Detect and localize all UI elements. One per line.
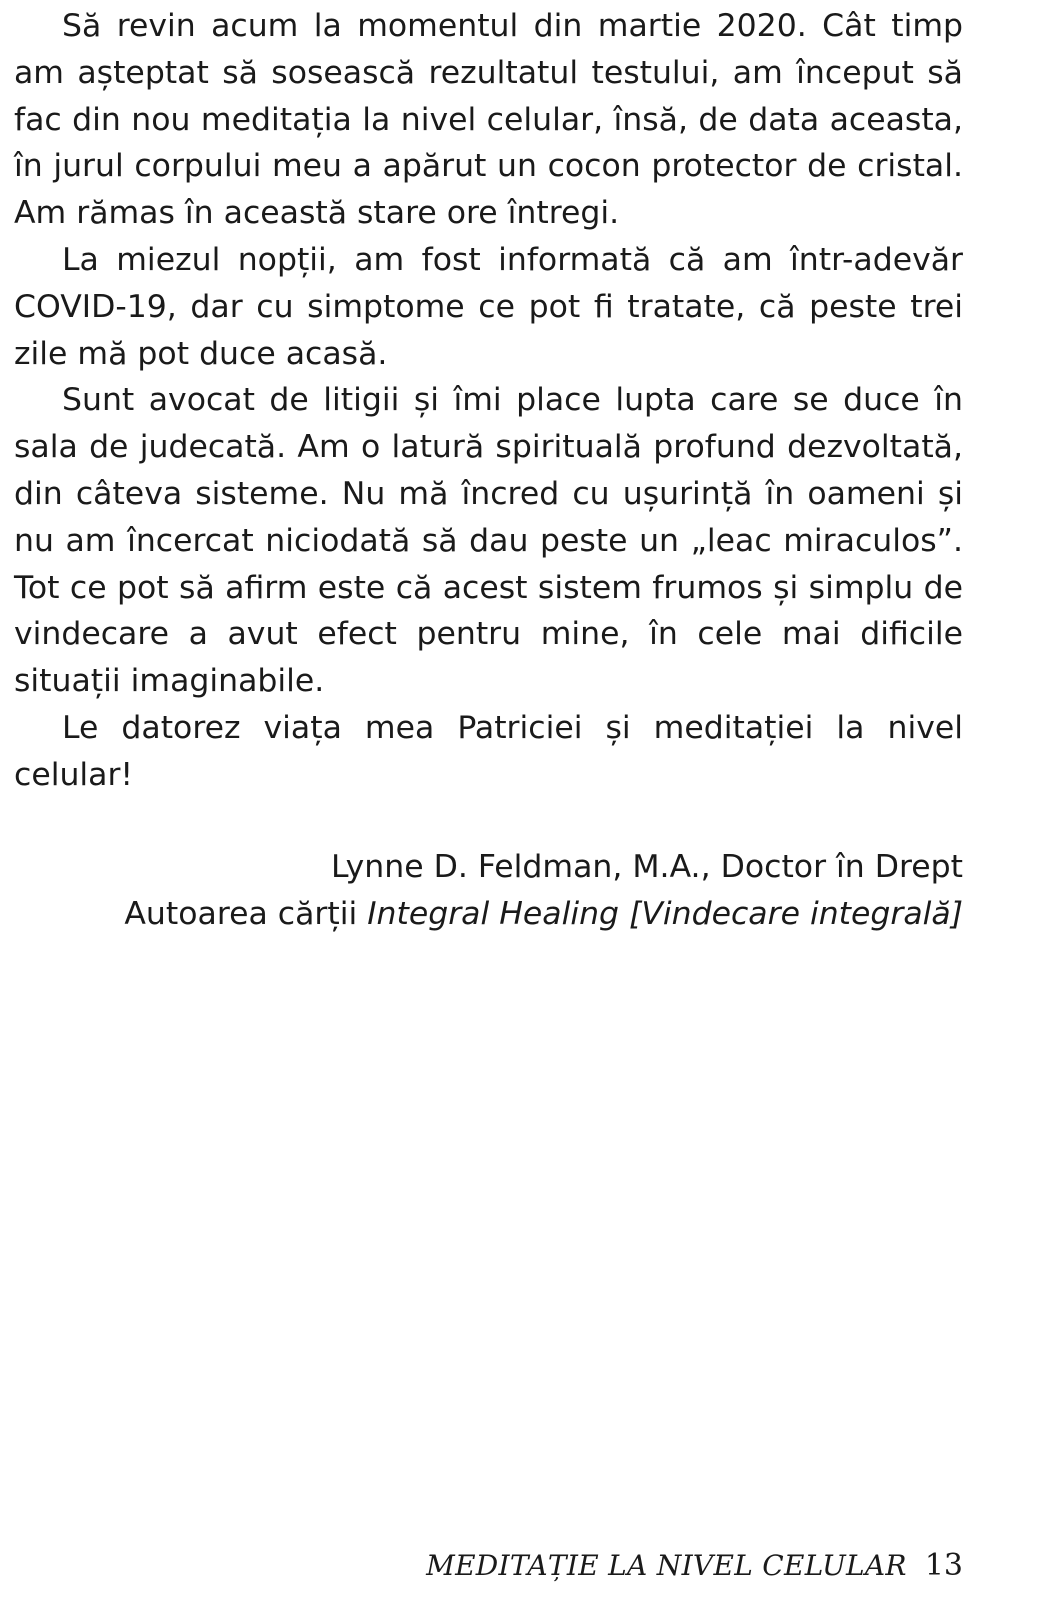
signature-block [124,844,963,938]
paragraph-4: Le datorez viața mea Patriciei și meditației la nivel celular! [14,709,963,793]
page-footer [426,1546,963,1586]
author-prefix: Autoarea cărții [124,896,368,932]
signature-name: Lynne D. Feldman, M.A., Doctor în Drept [330,849,963,885]
paragraph-1: Să revin acum la momentul din martie 2020. Cât timp am așteptat să sosească rezultatul testului, am început să fac din nou meditația la nivel celular, însă, de data aceasta, în jurul corpului meu a apărut un cocon protector de cristal. Am rămas în această stare ore întregi. [14,8,963,232]
book-page [14,0,963,1600]
book-title: Integral Healing [Vindecare integrală] [367,896,963,932]
paragraph-2: La miezul nopții, am fost informată că am într-adevăr COVID-19, dar cu simptome ce pot fi tratate, că peste trei zile mă pot duce acasă. [14,241,963,372]
signature-book-line [124,891,963,938]
page-number: 13 [924,1548,963,1583]
paragraph-3: Sunt avocat de litigii și îmi place lupta care se duce în sala de judecată. Am o latură spirituală profund dezvoltată, din câteva sisteme. Nu mă încred cu ușurință în oameni și nu am încercat niciodată să dau peste un „leac miraculos”. Tot ce pot să afirm este că acest sistem frumos și simplu de vindecare a avut efect pentru mine, în cele mai dificile situații imaginabile. [14,382,963,700]
running-title: MEDITAȚIE LA NIVEL CELULAR [426,1549,907,1582]
body-text [14,0,963,799]
